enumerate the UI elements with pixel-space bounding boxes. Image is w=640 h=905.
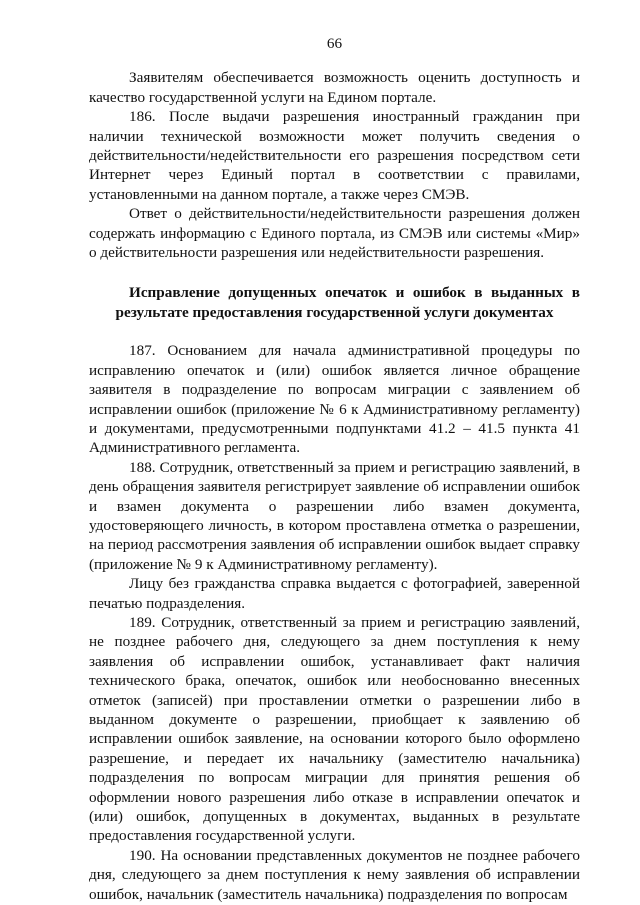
paragraph-189: 189. Сотрудник, ответственный за прием и регистрацию заявлений, не позднее рабочего дня, следующего за днем поступления к нему заявления об исправлении ошибок, устанавливает факт наличия технического брака, опечаток, ошибок или необоснованно внесенных отметок (записей) при проставлении отметки о разрешении либо в выданном документе о разрешении, приобщает к заявлению об исправлении ошибок заявление, на основании которого было оформлено разрешение, и передает их начальнику (заместителю начальника) подразделения по вопросам миграции для принятия решения об оформлении нового разрешения либо отказе в исправлении опечаток и (или) ошибок, допущенных в документах, выданных в результате предоставления государственной услуги. bbox=[89, 613, 580, 845]
paragraph: Заявителям обеспечивается возможность оценить доступность и качество государственной услуги на Едином портале. bbox=[89, 69, 580, 106]
paragraph-190: 190. На основании представленных документов не позднее рабочего дня, следующего за днем поступления к нему заявления об исправлении ошибок, начальник (заместитель начальника) подразделения по вопросам bbox=[89, 846, 580, 903]
paragraph: Лицу без гражданства справка выдается с фотографией, заверенной печатью подразделения. bbox=[89, 575, 580, 612]
page-number: 66 bbox=[326, 35, 343, 52]
paragraph-186: 186. После выдачи разрешения иностранный гражданин при наличии технической возможности может получить сведения о действительности/недействительности его разрешения посредством сети Интернет через Единый портал в соответствии с правилами, установленными на данном портале, а также через СМЭВ. bbox=[89, 108, 580, 203]
paragraph: Ответ о действительности/недействительности разрешения должен содержать информацию с Единого портала, из СМЭВ или системы «Мир» о действительности разрешения или недействительности разрешения. bbox=[89, 205, 580, 262]
paragraph-187: 187. Основанием для начала административной процедуры по исправлению опечаток и (или) ошибок является личное обращение заявителя в подразделение по вопросам миграции с заявлением об исправлении ошибок (приложение № 6 к Административному регламенту) и документами, предусмотренными подпунктами 41.2 – 41.5 пункта 41 Административного регламента. bbox=[89, 342, 580, 457]
paragraph-188: 188. Сотрудник, ответственный за прием и регистрацию заявлений, в день обращения заявителя регистрирует заявление об исправлении ошибок и взамен документа о разрешении либо взамен документа, удостоверяющего личность, в котором проставлена отметка о разрешении, на период рассмотрения заявления об исправлении ошибок выдает справку (приложение № 9 к Административному регламенту). bbox=[89, 458, 580, 573]
section-heading: Исправление допущенных опечаток и ошибок в выданных в результате предоставления государственной услуги документах bbox=[115, 284, 580, 321]
